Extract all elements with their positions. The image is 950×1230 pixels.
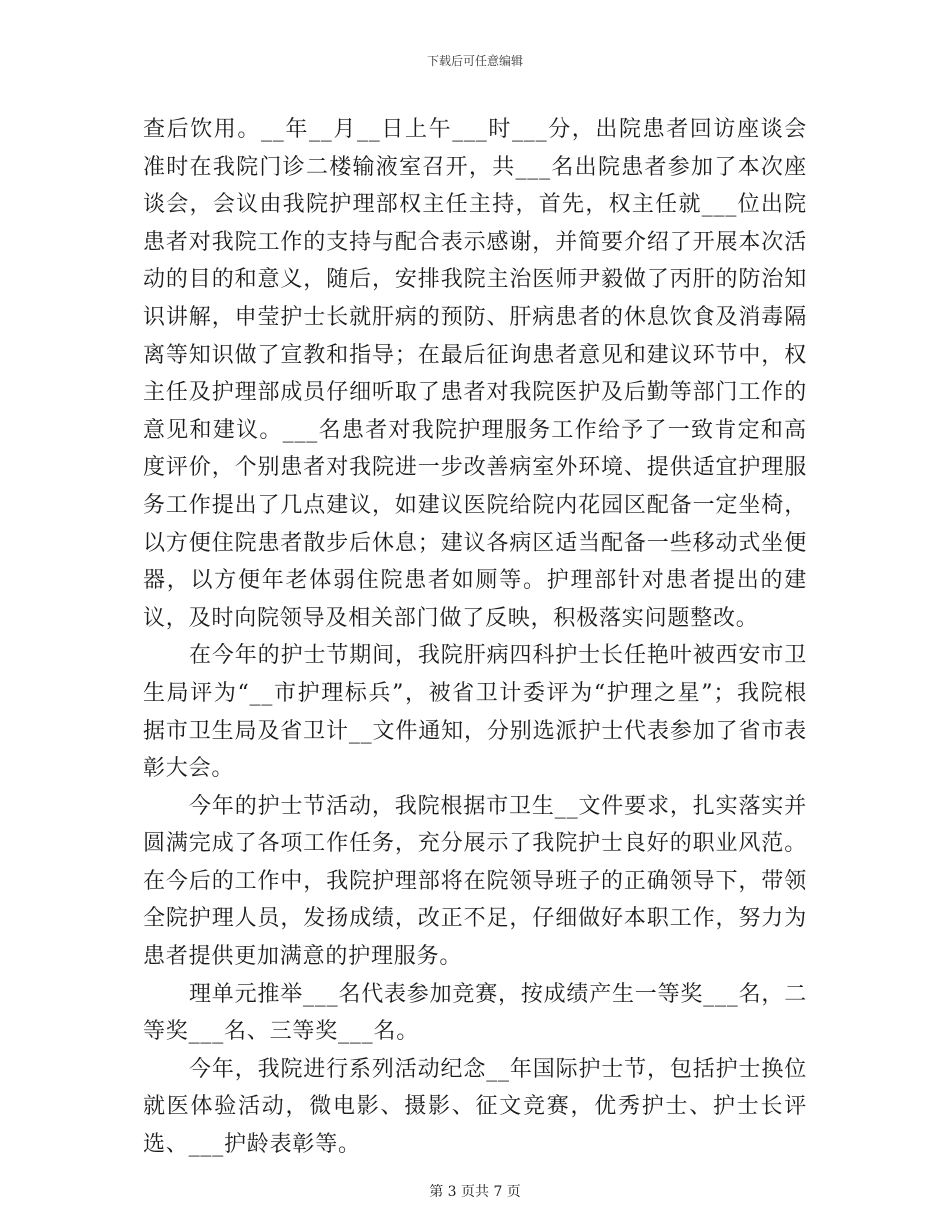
document-body xyxy=(143,111,807,1164)
page-header: 下载后可任意编辑 xyxy=(426,54,523,68)
paragraph-nurse-award: 在今年的护士节期间，我院肝病四科护士长任艳叶被西安市卫生局评为“__市护理标兵”，被省卫计委评为“护理之星”；我院根据市卫生局及省卫计__文件通知，分别选派护士代表参加了省市表彰大会。 xyxy=(143,643,807,782)
paragraph-followup-meeting: 查后饮用。__年__月__日上午___时___分，出院患者回访座谈会准时在我院门诊二楼输液室召开，共___名出院患者参加了本次座谈会，会议由我院护理部权主任主持，首先，权主任就___位出院患者对我院工作的支持与配合表示感谢，并简要介绍了开展本次活动的目的和意义，随后，安排我院主治医师尹毅做了丙肝的防治知识讲解，申莹护士长就肝病的预防、肝病患者的休息饮食及消毒隔离等知识做了宣教和指导；在最后征询患者意见和建议环节中，权主任及护理部成员仔细听取了患者对我院医护及后勤等部门工作的意见和建议。___名患者对我院护理服务工作给予了一致肯定和高度评价，个别患者对我院进一步改善病室外环境、提供适宜护理服务工作提出了几点建议，如建议医院给院内花园区配备一定坐椅，以方便住院患者散步后休息；建议各病区适当配备一些移动式坐便器，以方便年老体弱住院患者如厕等。护理部针对患者提出的建议，及时向院领导及相关部门做了反映，积极落实问题整改。 xyxy=(143,117,807,631)
page-footer: 第 3 页共 7 页 xyxy=(429,1184,521,1200)
paragraph-nurse-day-summary: 今年的护士节活动，我院根据市卫生__文件要求，扎实落实并圆满完成了各项工作任务，充分展示了我院护士良好的职业风范。在今后的工作中，我院护理部将在院领导班子的正确领导下，带领全院护理人员，发扬成绩，改正不足，仔细做好本职工作，努力为患者提供更加满意的护理服务。 xyxy=(143,793,807,970)
paragraph-competition: 理单元推举___名代表参加竞赛，按成绩产生一等奖___名，二等奖___名、三等奖___名。 xyxy=(143,981,808,1045)
paragraph-activities: 今年，我院进行系列活动纪念__年国际护士节，包括护士换位就医体验活动，微电影、摄影、征文竞赛，优秀护士、护士长评选、___护龄表彰等。 xyxy=(143,1056,807,1158)
